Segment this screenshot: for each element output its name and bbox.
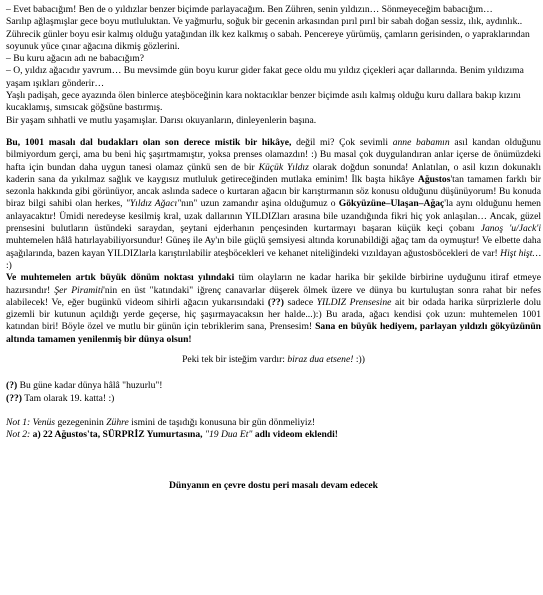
- closing-line: Dünyanın en çevre dostu peri masalı devam edecek: [168, 479, 378, 491]
- commentary-paragraph-2: Ve muhtemelen artık büyük dönüm noktası yılındaki tüm olayların ne kadar harika bir şekilde birbirine uyduğunu itiraf etmeye hazırsındır! Şer Piramiti'nin en üst "katındaki" iğrenç canavarlar düşerek ölmek üzere ve dünya bu kurtuluştan sonra rahat bir nefes alabilecek! Ve, eğer bugünkü videom sihirli ağacın yukarısındaki (??) sadece YILDIZ Prensesine ait bir odada harika sürprizlerle dolu gizemli bir kutunun açıldığı yerde geçerse, hiç şaşırmayacaksın her halde...):) Bu arada, ağacı kendisi çok uzun: muhtemelen 1001 katından biri! Böyle özel ve mutlu bir günün için tebriklerim sana, Prensesim! Sana en büyük hediyem, parlayan yıldızlı gökyüzünün altında tamamen yenilenmiş bir dünya olsun!: [6, 272, 542, 345]
- question-line-2: (??) Tam olarak 19. katta! :): [6, 392, 115, 404]
- story-line: Sarılıp ağlaşmışlar gece boyu mutluluktan. Ve yağmurlu, soğuk bir gecenin arkasından pırıl pırıl bir sabah doğan sessiz, ılık, aydınlık..: [6, 16, 523, 28]
- story-line: Zührecik günler boyu esir kalmış olduğu yatağından ilk kez kalkmış o sabah. Pencereye yürümüş, çamların gerisinden, o yapraklarından soyunuk yüce çınar ağacına dikmiş gözlerini.: [6, 28, 530, 52]
- story-line: – Evet babacığım! Ben de o yıldızlar benzer biçimde parlayacağım. Ben Zühren, senin yıldızın… Sönmeyeceğim babacığım…: [6, 4, 493, 15]
- note-1: Not 1: Venüs gezegeninin Zühre ismini de taşıdığı konusuna bir gün dönmeliyiz!: [6, 416, 316, 428]
- wish-line: Peki tek bir isteğim vardır: biraz dua etsene! :)): [182, 354, 365, 366]
- commentary-paragraph-1: Bu, 1001 masalı dal budakları olan son derece mistik bir hikâye, değil mi? Çok sevimli anne babamın asıl kandan olduğunu bilmiyordum gerçi, ama bu beni hiç şaşırtmamıştır, yoksa prenses olamazdın! :) Bu masal çok duygulandıran anlar içerse de önümüzdeki hafta için bundan daha uygun tanesi olamaz çünkü sen de bir Küçük Yıldız olarak doğdun sonunda! Anlatılan, o asil kızın dokunaklı kaderin sana da yıkılmaz sağlık ve kaygısız mutluluk getireceğinden mutlaka eminim! İlk başta hikâye Ağustos'tan tamamen farklı bir sezonla hakkında gibi görünüyor, ancak aslında sadece o kurtaran ağacın bir karıştırmanın söz konusu olduğunu düşünüyorum! Bu konuda biraz bilgi sahibi olan herkes, "Yıldız Ağacı"nın" uzun zamandır aşina olduğumuz o Gökyüzüne–Ulaşan–Ağaç'la aynı olduğunu hemen anlayacaktır! Ümidi neredeyse kesilmiş kral, uzak dallarının YILDIZları arasına bile uzandığında fikri hiç yok anlaşılan… Ancak, güzel prensesini bulutların üstündeki saraydan, şeytani ejderhanın pençesinden kurtarmayı başaran küçük keçi çobanı Janoş 'u/Jack'i muhtemelen hâlâ hatırlayabiliyorsundur! Güneş ile Ay'ın bile güçlü şemsiyesi altında korunabildiği ağaç tam da oymuştur! Ve elbette daha aşağılarında, bazen kayan YILDIZlarla karıştırılabilir ateşböcekleri ve kehanet niteliğindeki vızıldayan ağustosböcekleri de var! Hişt hişt… :): [6, 136, 541, 271]
- story-line: Bir yaşam sıhhatli ve mutlu yaşamışlar. Darısı okuyanların, dinleyenlerin başına.: [6, 114, 317, 126]
- note-2: Not 2: a) 22 Ağustos'ta, SÜRPRİZ Yumurtasına, "19 Dua Et" adlı videom eklendi!: [6, 429, 338, 441]
- story-ending: [6, 4, 541, 127]
- story-line: Yaşlı padişah, gece ayazında ölen binlerce ateşböceğinin kara noktacıklar benzer biçimde asılı kalmış olduğu kuru dallara bakıp kızını kucaklamış, sımsıcak göğsüne bastırmış.: [6, 90, 521, 114]
- story-line: – Bu kuru ağacın adı ne babacığım?: [6, 53, 144, 65]
- question-line-1: (?) Bu güne kadar dünya hâlâ "huzurlu"!: [6, 380, 163, 392]
- story-line: – O, yıldız ağacıdır yavrum… Bu mevsimde gün boyu kurur gider fakat gece oldu mu yıldız çiçekleri açar dallarında. Benim yıldızıma yaşam ışıkları gönderir…: [6, 65, 524, 89]
